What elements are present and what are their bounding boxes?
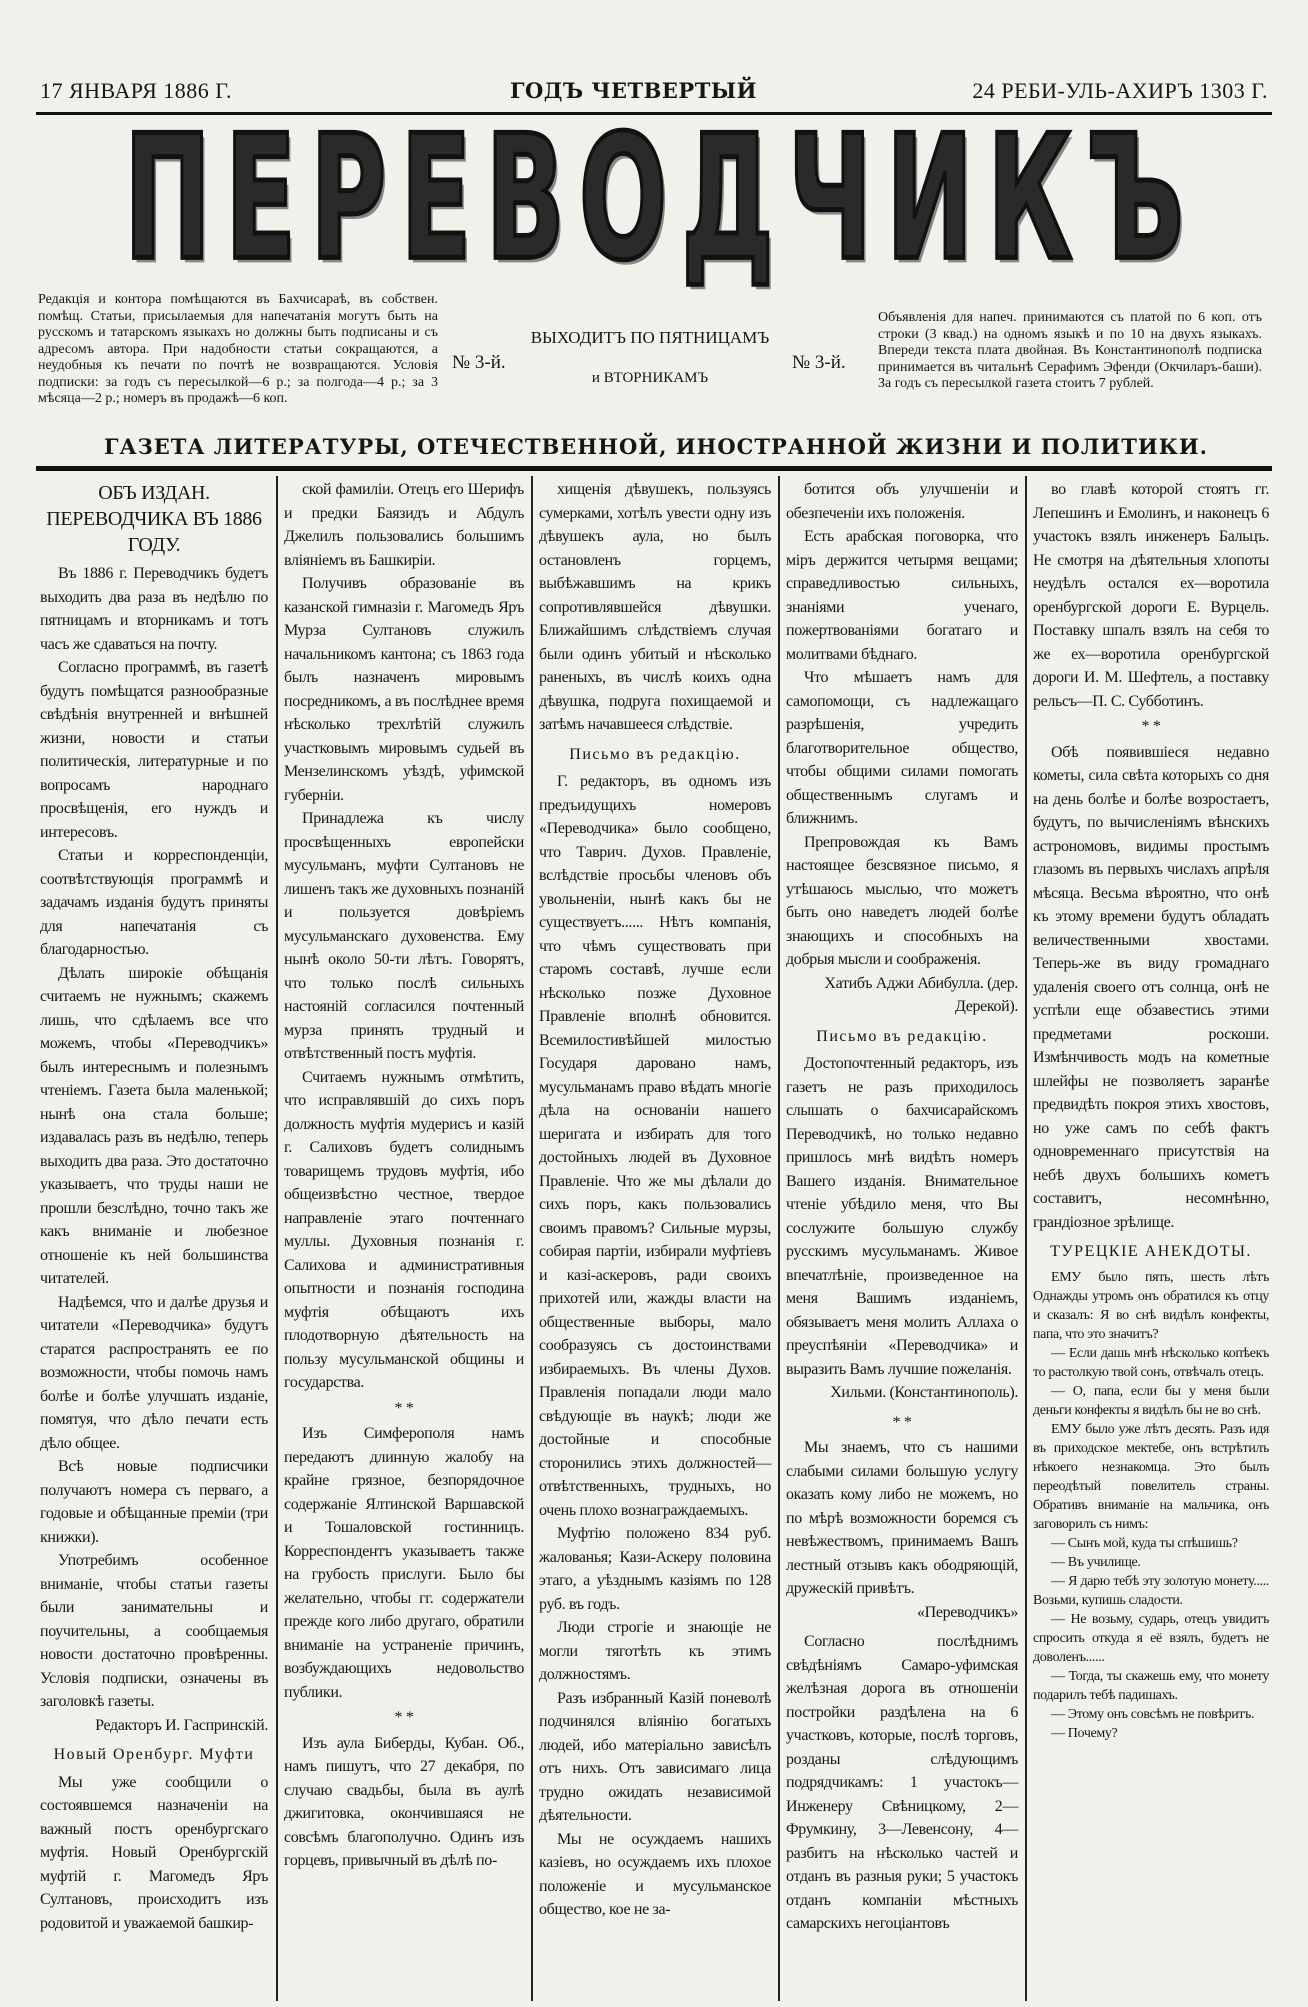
article-paragraph: ботится объ улучшеніи и обезпеченіи ихъ положенія. xyxy=(786,481,1018,522)
column-divider xyxy=(778,476,780,2001)
year-label: ГОДЪ ЧЕТВЕРТЫЙ xyxy=(510,78,757,103)
masthead-letter: О xyxy=(578,97,668,299)
issue-date: 17 ЯНВАРЯ 1886 Г. xyxy=(40,78,232,103)
column-5 xyxy=(1033,478,1269,1743)
article-paragraph: Получивъ образованіе въ казанской гимназіи г. Магомедъ Яръ Мурза Султановъ служилъ начальникомъ кантона; съ 1863 года былъ назначенъ мировымъ посредникомъ, а въ послѣднее время нѣсколько трехлѣтій служилъ участковымъ мировымъ судьей въ Мензелинскомъ уѣздѣ, уфимской губерніи. xyxy=(284,575,524,804)
subtitle-rule xyxy=(36,466,1272,471)
article-paragraph: Употребимъ особенное вниманіе, чтобы статьи газеты были занимательны и поучительны, а сообщаемыя новости достаточно провѣренны. Условія подписки, означены въ заголовкѣ газеты. xyxy=(40,1552,268,1710)
article-paragraph: Что мѣшаетъ намъ для самопомощи, съ надлежащаго разрѣшенія, учредить благотворительное общество, чтобы общими силами помогать общественнымъ слугамъ и ближнимъ. xyxy=(786,669,1018,827)
masthead-letter: Е xyxy=(400,97,472,299)
article-paragraph: Обѣ появившіеся недавно кометы, сила свѣта которыхъ со дня на день болѣе и болѣе возростаетъ, будутъ, по вычисленіямъ вѣнскихъ астрономовъ, видимы простымъ глазомъ въ первыхъ числахъ апрѣля мѣсяца. Весьма вѣроятно, что онѣ къ этому времени будутъ обладать величественными хвостами. Теперь-же въ виду громаднаго удаленія своего отъ солнца, онѣ не успѣли еще обзавестись этими предметами роскоши. Измѣнчивость модъ на кометные шлейфы не позволяетъ заранѣе предвидѣть покроя этихъ хвостовъ, но уже самъ по себѣ фактъ одновременнаго присутствія на небѣ двухъ большихъ кометъ составитъ, несомнѣнно, грандіозное зрѣлище. xyxy=(1033,743,1269,1231)
advertising-notice: Объявленія для напеч. принимаются съ платой по 6 коп. отъ строки (3 квад.) на одномъ языкѣ и по 10 на двухъ языкахъ. Впереди текста плата двойная. Въ Константинополѣ подписка принимается въ читальнѣ Серафимъ Эфенди (Окчиларъ-баши). За годъ съ пересылкой газета стоитъ 7 рублей. xyxy=(878,310,1262,391)
editorial-notice: Редакція и контора помѣщаются въ Бахчисараѣ, въ собствен. помѣщ. Статьи, присылаемыя для напечатанія могутъ быть на русскомъ и татарскомъ языкахъ но должны быть подписаны и съ адресомъ автора. При надобности статьи сокращаются, а неудобныя къ печати по почтѣ не возвращаются. Условія подписки: за годъ съ пересылкой—6 р.; за полгода—4 р.; за 3 мѣсяца—2 р.; номеръ въ продажѣ—6 коп. xyxy=(38,292,438,406)
column-3 xyxy=(539,478,771,1922)
article-paragraph: Мы уже сообщили о состоявшемся назначеніи на важный постъ оренбургскаго муфтія. Новый Оренбургскій муфтій г. Магомедъ Яръ Султановъ, происходитъ изъ родовитой и уважаемой башкир- xyxy=(40,1773,268,1932)
anecdote-paragraph: — Я дарю тебѣ эту золотую монету..... Возьми, купишь сладости. xyxy=(1033,1573,1269,1608)
article-paragraph: Считаемъ нужнымъ отмѣтить, что исправлявшій до сихъ поръ должность муфтія мудерисъ и казій г. Салиховъ будетъ солиднымъ товарищемъ трудовъ муфтія, ибо общеизвѣстно честное, твердое направленіе этаго почтеннаго муллы. Духовныя познанія г. Салихова и административныя опытности и познанія господина муфтія обѣщаютъ ихъ плодотворную дѣятельность на пользу мусульманской общины и государства. xyxy=(284,1068,524,1391)
column-4 xyxy=(786,478,1018,1936)
article-paragraph: Дѣлать широкіе обѣщанія считаемъ не нужнымъ; скажемъ лишь, что сдѣлаемъ все что можемъ, чтобы «Переводчикъ» былъ интереснымъ и полезнымъ чтеніемъ. Газета была маленькой; нынѣ она стала больше; издавалась разъ въ недѣлю, теперь выходить два раза. Это достаточно указываетъ, что труды наши не прошли безслѣдно, точно такъ же какъ вниманіе и любезное отношеніе къ ней большинства читателей. xyxy=(40,964,268,1287)
article-paragraph: хищенія дѣвушекъ, пользуясь сумерками, хотѣлъ увести одну изъ дѣвушекъ аула, но былъ остановленъ горцемъ, выбѣжавшимъ на крикъ сопротивлявшейся дѣвушки. Ближайшимъ слѣдствіемъ случая были одинъ убитый и нѣсколько раненыхъ, въ числѣ коихъ одна дѣвушка, подруга похищаемой и затѣмъ начавшееся слѣдствіе. xyxy=(539,481,771,733)
separator-asterisks: * * xyxy=(394,1399,414,1417)
hijri-date: 24 РЕБИ-УЛЬ-АХИРЪ 1303 Г. xyxy=(972,78,1268,103)
article-paragraph: Согласно программѣ, въ газетѣ будутъ помѣщатся разнообразные свѣдѣнія внутренней и внѣшней жизни, новости и статьи политическія, литературные и по вопросамъ народнаго просвѣщенія, его нуждъ и интересовъ. xyxy=(40,659,268,841)
signature: Хильми. (Константинополь). xyxy=(830,1384,1018,1401)
newspaper-subtitle: ГАЗЕТА ЛИТЕРАТУРЫ, ОТЕЧЕСТВЕННОЙ, ИНОСТРАННОЙ ЖИЗНИ И ПОЛИТИКИ. xyxy=(104,434,1208,459)
section-heading: Письмо въ редакцію. xyxy=(569,745,741,763)
anecdote-paragraph: — Этому онъ совсѣмъ не повѣритъ. xyxy=(1051,1706,1255,1722)
schedule-line-2: и ВТОРНИКАМЪ xyxy=(591,370,709,386)
anecdote-paragraph: — Не возьму, сударь, отецъ увидитъ спросить откуда я её взялъ, будетъ не доволенъ...... xyxy=(1033,1611,1269,1665)
masthead-letter: Д xyxy=(681,97,774,299)
article-paragraph: Изъ аула Биберды, Кубан. Об., намъ пишутъ, что 27 декабря, по случаю свадьбы, была въ аулѣ джигитовка, окончившаяся не совсѣмъ благополучно. Одинъ изъ горцевъ, привычный въ дѣлѣ по- xyxy=(284,1734,524,1869)
article-paragraph: Мы не осуждаемъ нашихъ казіевъ, но осуждаемъ ихъ плохое положеніе и мусульманское общество, кое не за- xyxy=(539,1830,771,1918)
article-paragraph: Мы знаемъ, что съ нашими слабыми силами большую услугу оказать кому либо не можемъ, но по мѣрѣ возможности боремся съ невѣжествомъ, принимаемъ Вашъ лестный отзывъ какъ ободряющій, дружескій привѣтъ. xyxy=(786,1439,1018,1597)
masthead-letter: К xyxy=(987,97,1073,299)
separator-asterisks: * * xyxy=(394,1709,414,1726)
article-headline: ОБЪ ИЗДАН. ПЕРЕВОДЧИКА ВЪ 1886 ГОДУ. xyxy=(46,482,262,556)
separator-asterisks: * * xyxy=(1141,718,1161,735)
masthead-letter: В xyxy=(485,97,565,299)
section-heading: ТУРЕЦКІЕ АНЕКДОТЫ. xyxy=(1050,1243,1252,1260)
article-paragraph: во главѣ которой стоятъ гг. Лепешинъ и Емолинъ, и наконецъ 6 участокъ взялъ инженеръ Бальцъ. Не смотря на дѣятельныя хлопоты неудѣлъ остался ех—воротила оренбургской дороги Е. Вурцель. Поставку шпалъ взялъ на себя то же ех—воротила оренбургской дороги И. М. Шефтель, а поставку рельсъ—П. С. Субботинъ. xyxy=(1033,481,1269,710)
masthead-letter: Ч xyxy=(788,97,873,299)
anecdote-paragraph: — О, папа, если бы у меня были деньги конфекты я видѣлъ бы не во снѣ. xyxy=(1033,1383,1269,1418)
anecdote-paragraph: — Сынъ мой, куда ты спѣшишь? xyxy=(1051,1535,1238,1551)
masthead-letter: Е xyxy=(225,97,297,299)
article-paragraph: Достопочтенный редакторъ, изъ газетъ не разъ приходилось слышать о бахчисарайскомъ Переводчикѣ, но только недавно пришлось мнѣ видѣть номеръ Вашего изданія. Внимательное чтеніе убѣдило меня, что Вы сослужите большую службу русскимъ мусульманамъ. Живое впечатлѣніе, произведенное на меня Вашимъ изданіемъ, обязываетъ меня молить Аллаха о преуспѣяніи «Переводчика» и выразить Вамъ лучшие пожеланія. xyxy=(786,1055,1018,1378)
signature: «Переводчикъ» xyxy=(917,1603,1018,1621)
article-paragraph: Г. редакторъ, въ одномъ изъ предъидущихъ номеровъ «Переводчика» было сообщено, что Таврич. Духов. Правленіе, вслѣдствіе просьбы членовъ объ увольненіи, нынѣ какъ бы не существуетъ...... Нѣтъ компанія, что чѣмъ существовать при старомъ составѣ, лучше если нѣсколько позже Духовное Правленіе вполнѣ обновится. Всемилостивѣйшей милостью Государя даровано намъ, мусульманамъ право вѣдать многіе дѣла на основаніи нашего шеригата и избирать для того достойныхъ людей въ Духовное Правленіе. Что же мы дѣлали до сихъ поръ, какъ пользовались своимъ правомъ? Сильные мурзы, собирая партіи, избирали муфтіевъ и казі-аскеровъ, ради своихъ прихотей или, жажды власти на общественные выборы, мало сообразуясь съ достоинствами избираемыхъ. Въ члены Духов. Правленія попадали люди мало свѣдующіе въ наукѣ; люди же достойные и способные сторонились этихъ должностей—отвѣтственныхъ, трудныхъ, но очень плохо вознаграждаемыхъ. xyxy=(539,773,771,1519)
signature: Хатибъ Аджи Абибулла. (дер. Дерекой). xyxy=(824,974,1018,1015)
article-paragraph: Принадлежа къ числу просвѣщенныхъ европейски мусульманъ, муфти Султановъ не лишенъ такъ же духовныхъ познаній и пользуется довѣріемъ мусульманскаго духовенства. Ему нынѣ около 50-ти лѣтъ. Говорятъ, что только послѣ сильныхъ настояній согласился почтенный мурза принять трудный и отвѣтственный постъ муфтія. xyxy=(284,810,524,1062)
section-heading: Новый Оренбург. Муфти xyxy=(53,1746,255,1763)
separator-asterisks: * * xyxy=(892,1413,912,1431)
article-paragraph: Муфтію положено 834 руб. жалованья; Кази-Аскеру половина этаго, а уѣзднымъ казіямъ по 128 руб. въ годъ. xyxy=(539,1525,771,1613)
column-divider xyxy=(276,476,278,2001)
anecdote-paragraph: — Почему? xyxy=(1051,1725,1118,1741)
issue-number-left: № 3-й. xyxy=(452,352,506,373)
anecdote-paragraph: ЕМУ было пять, шесть лѣтъ Однажды утромъ онъ обратился къ отцу и сказалъ: Я во снѣ видѣлъ конфекты, папа, что это значитъ? xyxy=(1033,1269,1269,1342)
article-paragraph: Есть арабская поговорка, что міръ держится четырмя вещами; справедливостью сильныхъ, знаніями ученаго, пожертвованіями богатаго и молитвами бѣднаго. xyxy=(786,528,1018,663)
column-2 xyxy=(284,478,524,1873)
article-paragraph: ской фамиліи. Отецъ его Шерифъ и предки Баязидъ и Абдулъ Джелилъ пользовались большимъ вліяніемъ въ Башкиріи. xyxy=(284,481,524,569)
schedule-line-1: ВЫХОДИТЪ ПО ПЯТНИЦАМЪ xyxy=(530,328,770,347)
column-divider xyxy=(1025,476,1027,2001)
article-paragraph: Изъ Симферополя намъ передаютъ длинную жалобу на крайне грязное, безпорядочное содержаніе Ялтинской Варшавской и Тошаловской гостинницъ. Корреспондентъ указываетъ также на грубость прислуги. Было бы желательно, чтобы гг. содержатели прежде кого либо другаго, обратили вниманіе на устраненіе причинъ, возбуждающихъ недовольство публики. xyxy=(284,1425,524,1701)
column-divider xyxy=(531,476,533,2001)
section-heading: Письмо въ редакцію. xyxy=(816,1027,988,1045)
article-paragraph: Надѣемся, что и далѣе друзья и читатели «Переводчика» будутъ старатся распространять ее по возможности, чтобы помочь намъ болѣе и болѣе улучшать изданіе, помятуя, что дѣло печати есть дѣло общее. xyxy=(40,1293,268,1452)
anecdote-paragraph: — Тогда, ты скажешь ему, что монету подарилъ тебѣ падишахъ. xyxy=(1033,1668,1269,1703)
article-paragraph: Согласно послѣднимъ свѣдѣніямъ Самаро-уфимская желѣзная дорога въ отношеніи постройки раздѣлена на 6 участковъ, которые, послѣ торговъ, розданы слѣдующимъ подрядчикамъ: 1 участокъ—Инженеру Свѣницкому, 2—Фрумкину, 3—Левенсону, 4—разбитъ на нѣсколько частей и отданъ въ разныя руки; 5 участокъ отданъ компаніи мѣстныхъ самарскихъ негоціантовъ xyxy=(786,1633,1018,1932)
article-paragraph: Разъ избранный Казій поневолѣ подчинялся вліянію богатыхъ людей, ибо матеріально зависѣлъ отъ нихъ. Отъ зависимаго лица трудно ожидать независимой дѣятельности. xyxy=(539,1689,771,1824)
article-paragraph: Препровождая къ Вамъ настоящее безсвязное письмо, я утѣшаюсь мыслью, что можетъ быть оно наведетъ людей болѣе знающихъ и способныхъ на добрыя мысли и соображенія. xyxy=(786,833,1018,968)
masthead-letter: И xyxy=(886,97,974,299)
anecdote-paragraph: ЕМУ было уже лѣтъ десять. Разъ идя въ приходское мектебе, онъ встрѣтилъ нѣкоего незнакомца. Это былъ переодѣтый повелитель страны. Обративъ вниманіе на мальчика, онъ заговорилъ съ нимъ: xyxy=(1033,1421,1269,1532)
masthead-letter: П xyxy=(124,97,212,299)
article-paragraph: Въ 1886 г. Переводчикъ будетъ выходить два раза въ недѣлю по пятницамъ и вторникамъ и тотъ часъ же сдаваться на почту. xyxy=(40,565,268,653)
signature: Редакторъ И. Гаспринскій. xyxy=(95,1716,268,1734)
masthead-title xyxy=(124,97,1184,299)
masthead-letter: Ъ xyxy=(1086,97,1184,299)
article-paragraph: Всѣ новые подписчики получаютъ номера съ перваго, а годовые и обѣщанные преміи (три книжки). xyxy=(40,1458,268,1546)
issue-number-right: № 3-й. xyxy=(792,352,846,373)
column-1 xyxy=(40,478,268,1935)
article-paragraph: Статьи и корреспонденціи, соотвѣтствующія программѣ и задачамъ изданія будутъ приняты для напечатанія съ благодарностью. xyxy=(40,847,268,958)
anecdote-paragraph: — Въ училище. xyxy=(1051,1554,1141,1570)
anecdote-paragraph: — Если дашь мнѣ нѣсколько копѣекъ то растолкую твой сонъ, отвѣчалъ отецъ. xyxy=(1033,1345,1269,1380)
article-paragraph: Люди строгіе и знающіе не могли тяготѣть къ этимъ должностямъ. xyxy=(539,1619,771,1683)
masthead-letter: Р xyxy=(310,97,387,299)
